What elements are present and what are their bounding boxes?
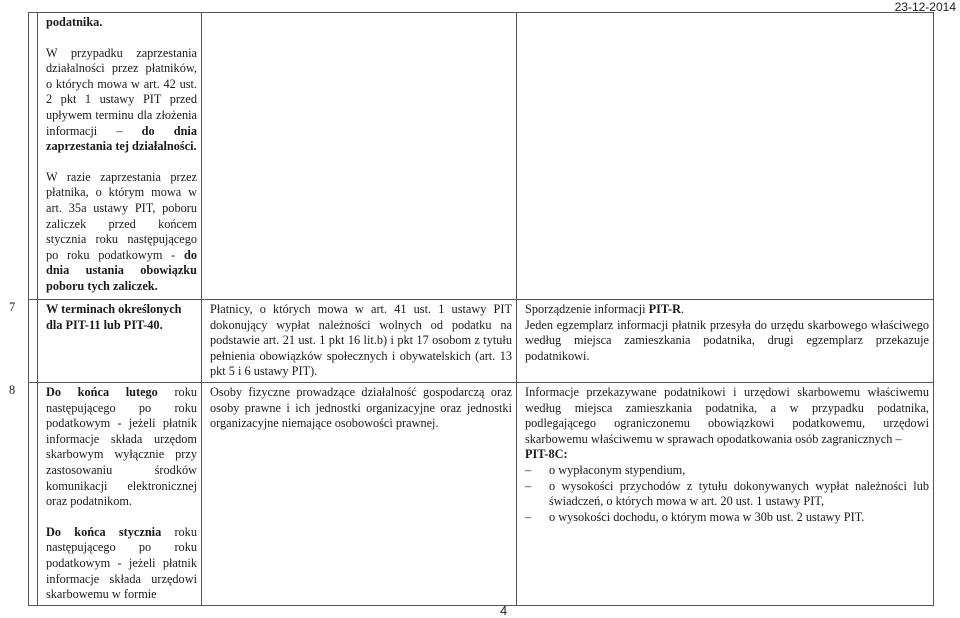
payer-cell (202, 300, 517, 383)
information-cell (517, 13, 934, 300)
information-cell (517, 382, 934, 605)
row-number-cell: 8 (29, 382, 38, 605)
document-date: 23-12-2014 (894, 0, 956, 14)
table-row (29, 382, 934, 605)
deadline-cell (38, 13, 202, 300)
information-cell (517, 300, 934, 383)
deadline-cell (38, 300, 202, 383)
information-text: Sporządzenie informacji PIT-R. Jeden egzemplarz informacji płatnik przesyła do urzędu skarbowego właściwego według miejsca zamieszkania podatnika, drugi egzemplarz przekazuje podatnikowi. (525, 302, 929, 363)
table-row (29, 300, 934, 383)
payer-cell (202, 13, 517, 300)
deadline-text: W razie zaprzestania przez płatnika, o którym mowa w art. 35a ustawy PIT, poboru zaliczek przed końcem stycznia roku następującego po roku podatkowym - do dnia ustania obowiązku poboru tych zaliczek. (46, 169, 197, 293)
list-item: – o wypłaconym stypendium, (525, 462, 686, 477)
deadline-cell (38, 382, 202, 605)
deadline-text: Do końca stycznia roku następującego po roku podatkowym - jeżeli płatnik informacje składa urzędowi skarbowemu w formie (46, 524, 197, 602)
tax-deadlines-table (9, 12, 934, 606)
deadline-text: podatnika. (46, 15, 103, 29)
list-item: – o wysokości dochodu, o którym mowa w 30b ust. 2 ustawy PIT. (525, 509, 865, 524)
payer-cell (202, 382, 517, 605)
deadline-text: W terminach określonych dla PIT-11 lub PIT-40. (46, 302, 182, 332)
payer-text: Osoby fizyczne prowadzące działalność gospodarczą oraz osoby prawne i ich jednostki organizacyjne oraz jednostki organizacyjne niemające osobowości prawnej. (210, 384, 512, 431)
page-number: 4 (500, 603, 508, 618)
information-text: Informacje przekazywane podatnikowi i urzędowi skarbowemu właściwemu według miejsca zamieszkania podatnika, a w przypadku podatnika, podlegającego ograniczonemu obowiązkowi podatkowemu, urzędowi skarbowemu właściwemu w sprawach opodatkowania osób zagranicznych – PIT-8C: – o wypłaconym stypendium, – o wysokości przychodów z tytułu dokonywanych wypłat należności lub świadczeń, o których mowa w art. 20 ust. 1 ustawy PIT, – o wysokości dochodu, o którym mowa w 30b ust. 2 ustawy PIT. (525, 384, 929, 524)
deadline-text: W przypadku zaprzestania działalności przez płatników, o których mowa w art. 42 ust. 2 pkt 1 ustawy PIT przed upływem terminu dla złożenia informacji – do dnia zaprzestania tej działalności. (46, 45, 198, 154)
table-row (29, 13, 934, 300)
payer-text: Płatnicy, o których mowa w art. 41 ust. 1 ustawy PIT dokonujący wypłat należności wolnych od podatku na podstawie art. 21 ust. 1 pkt 16 lit.b) i pkt 17 osobom z tytułu pełnienia obowiązków społecznych i obywatelskich (art. 13 pkt 5 i 6 ustawy PIT). (210, 302, 512, 379)
list-item: – o wysokości przychodów z tytułu dokonywanych wypłat należności lub świadczeń, o których mowa w art. 20 ust. 1 ustawy PIT, (525, 478, 929, 509)
deadline-text: Do końca lutego roku następującego po roku podatkowym - jeżeli płatnik informacje składa urzędom skarbowym wyłącznie przy zastosowaniu środków komunikacji elektronicznej oraz podatnikom. (46, 384, 197, 509)
row-number-cell (29, 13, 38, 300)
row-number-cell: 7 (29, 300, 38, 383)
